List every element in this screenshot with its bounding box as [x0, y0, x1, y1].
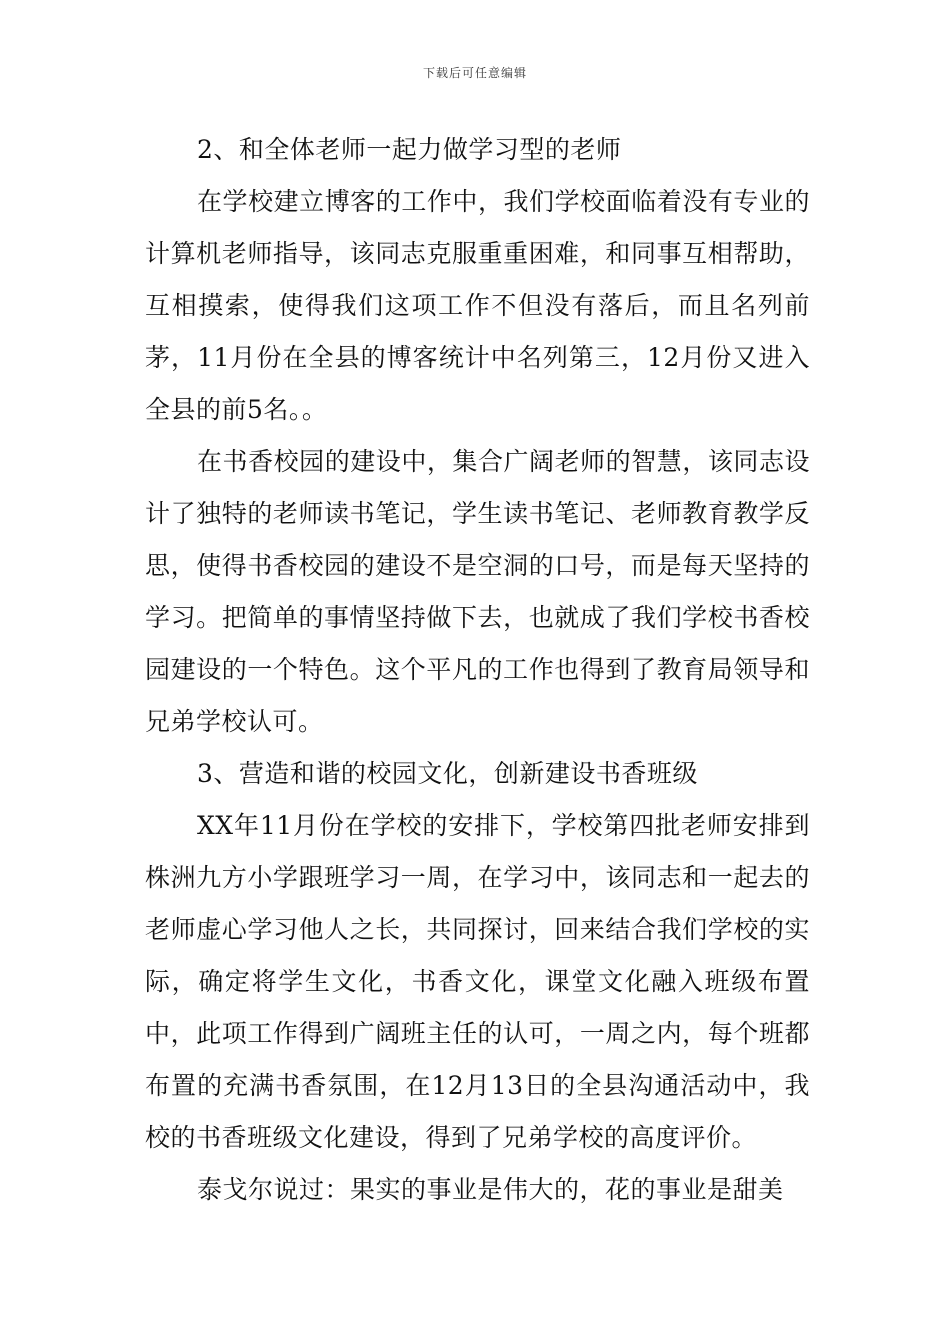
header-note: 下载后可任意编辑	[422, 66, 527, 80]
section-heading-3: 3、营造和谐的校园文化，创新建设书香班级	[197, 759, 698, 788]
paragraph-book-campus: 在书香校园的建设中，集合广阔老师的智慧，该同志设计了独特的老师读书笔记，学生读书笔记、老师教育教学反思，使得书香校园的建设不是空洞的口号，而是每天坚持的学习。把简单的事情坚持做下去，也就成了我们学校书香校园建设的一个特色。这个平凡的工作也得到了教育局领导和兄弟学校认可。	[145, 447, 810, 736]
document-body	[145, 124, 810, 1216]
paragraph-class-culture: XX年11月份在学校的安排下，学校第四批老师安排到株洲九方小学跟班学习一周，在学习中，该同志和一起去的老师虚心学习他人之长，共同探讨，回来结合我们学校的实际，确定将学生文化，书香文化，课堂文化融入班级布置中，此项工作得到广阔班主任的认可，一周之内，每个班都布置的充满书香氛围，在12月13日的全县沟通活动中，我校的书香班级文化建设，得到了兄弟学校的高度评价。	[145, 811, 810, 1152]
paragraph-tagore-quote: 泰戈尔说过：果实的事业是伟大的，花的事业是甜美	[197, 1175, 784, 1204]
section-heading-2: 2、和全体老师一起力做学习型的老师	[197, 135, 622, 164]
paragraph-blog: 在学校建立博客的工作中，我们学校面临着没有专业的计算机老师指导，该同志克服重重困难，和同事互相帮助，互相摸索，使得我们这项工作不但没有落后，而且名列前茅，11月份在全县的博客统计中名列第三，12月份又进入全县的前5名。。	[145, 187, 810, 424]
